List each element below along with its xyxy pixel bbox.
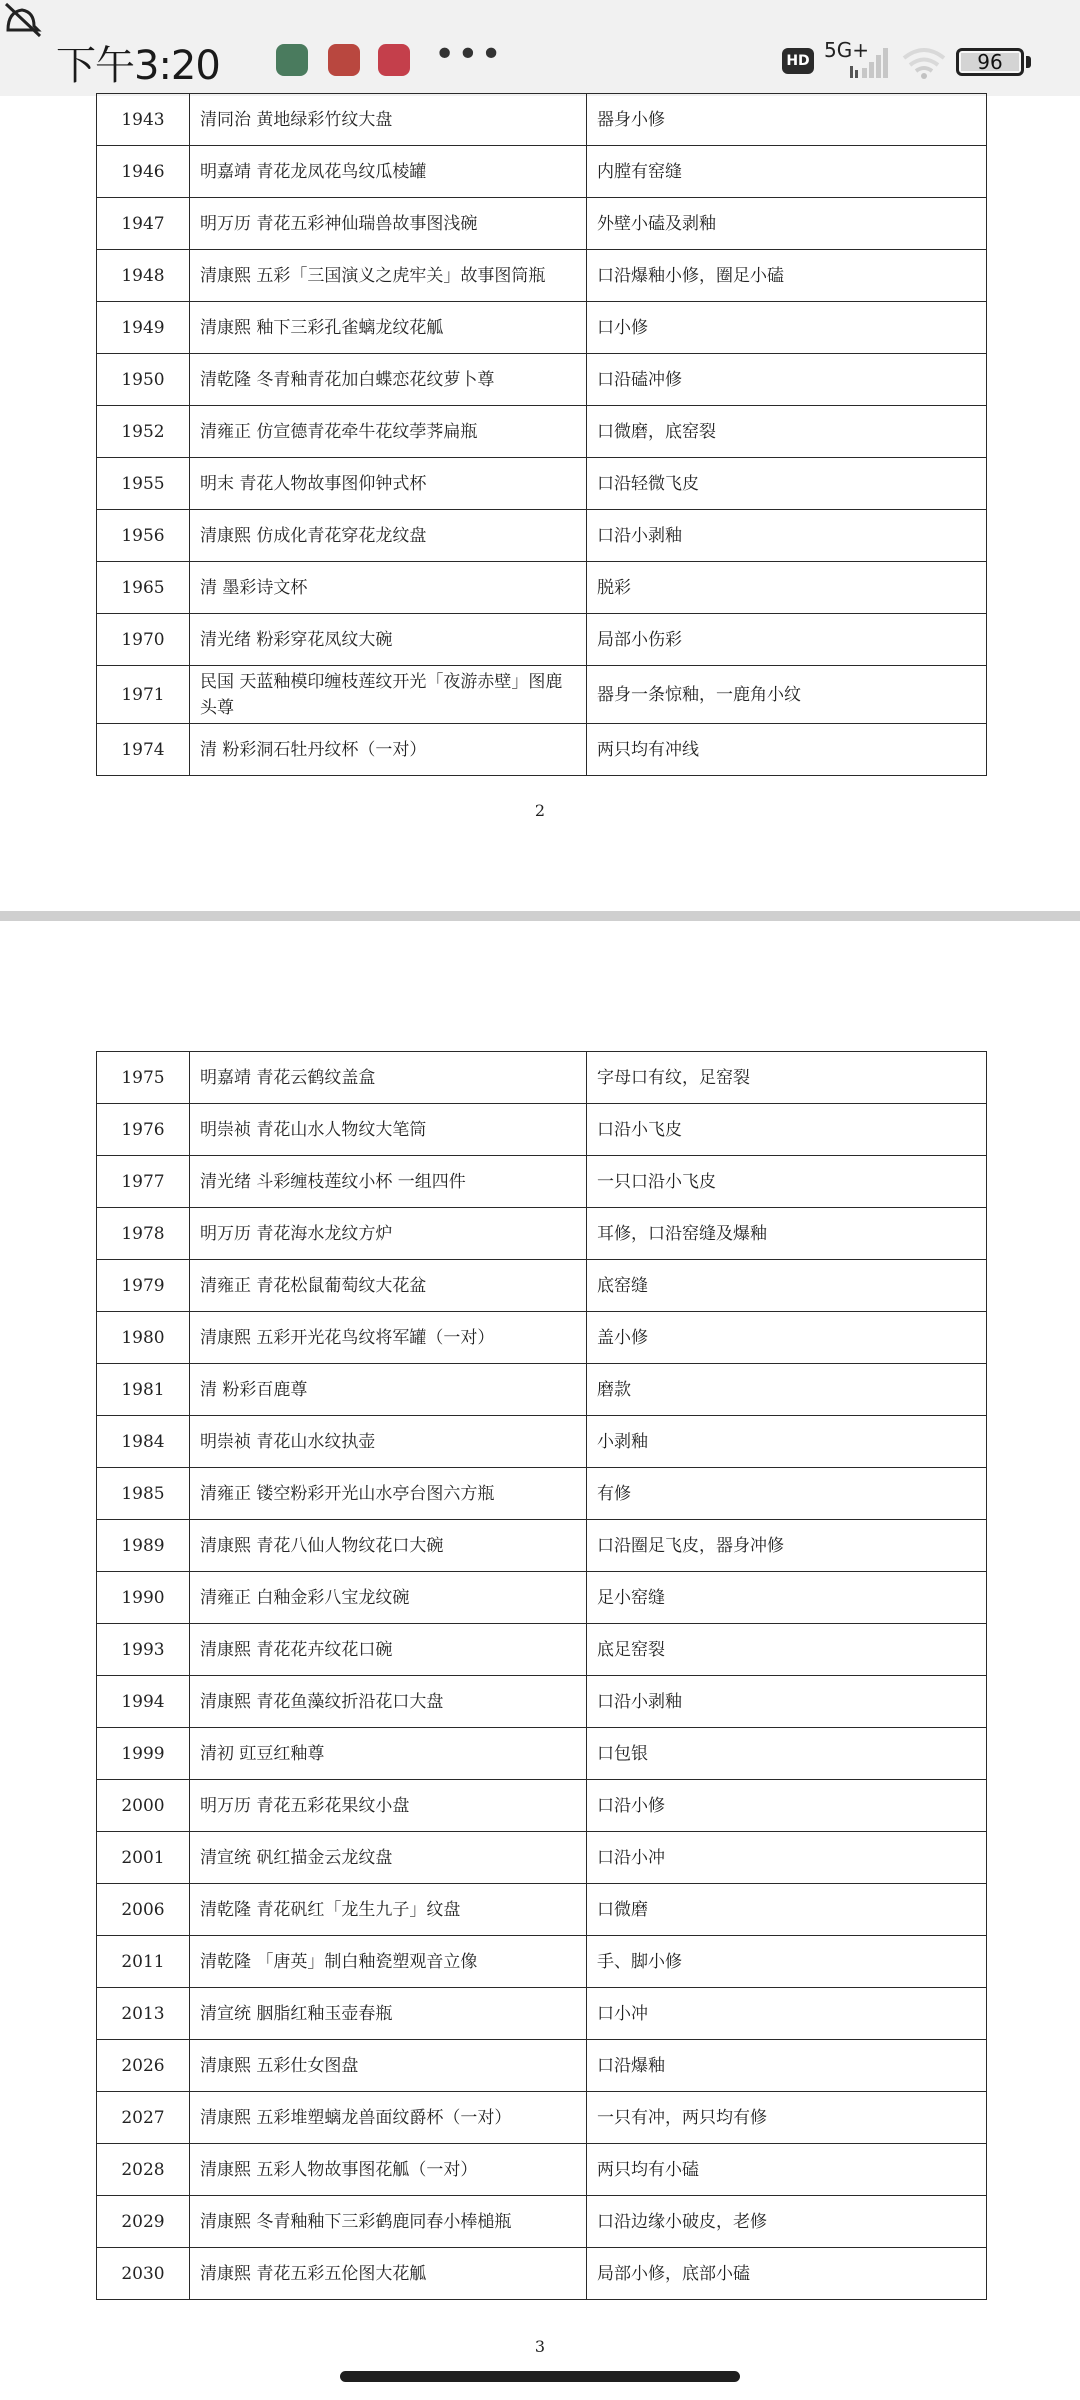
table-row [97, 1832, 987, 1884]
condition-cell: 足小窑缝 [587, 1572, 987, 1624]
network-type-label: 5G+ [824, 38, 869, 62]
item-description-cell: 清 粉彩百鹿尊 [190, 1364, 587, 1416]
condition-cell: 口微磨 [587, 1884, 987, 1936]
condition-cell: 底窑缝 [587, 1260, 987, 1312]
item-description-cell: 清乾隆 青花矾红「龙生九子」纹盘 [190, 1884, 587, 1936]
condition-cell: 底足窑裂 [587, 1624, 987, 1676]
lot-number-cell: 1948 [97, 250, 190, 302]
item-description-cell: 清同治 黄地绿彩竹纹大盘 [190, 94, 587, 146]
table-row [97, 1416, 987, 1468]
item-description-cell: 清宣统 胭脂红釉玉壶春瓶 [190, 1988, 587, 2040]
condition-cell: 一只口沿小飞皮 [587, 1156, 987, 1208]
item-description-cell: 明崇祯 青花山水纹执壶 [190, 1416, 587, 1468]
lot-number-cell: 1952 [97, 406, 190, 458]
page-number: 2 [534, 801, 546, 820]
table-row [97, 250, 987, 302]
lot-number-cell: 1949 [97, 302, 190, 354]
item-description-cell: 清雍正 仿宣德青花牵牛花纹荸荠扁瓶 [190, 406, 587, 458]
condition-cell: 小剥釉 [587, 1416, 987, 1468]
lot-table-page-3 [96, 1051, 987, 2300]
condition-cell: 口沿小飞皮 [587, 1104, 987, 1156]
lot-number-cell: 1985 [97, 1468, 190, 1520]
item-description-cell: 清康熙 釉下三彩孔雀螭龙纹花觚 [190, 302, 587, 354]
condition-cell: 口小修 [587, 302, 987, 354]
app-icon [328, 44, 360, 76]
item-description-cell: 清康熙 青花花卉纹花口碗 [190, 1624, 587, 1676]
lot-number-cell: 1981 [97, 1364, 190, 1416]
condition-cell: 磨款 [587, 1364, 987, 1416]
item-description-cell: 清康熙 五彩堆塑螭龙兽面纹爵杯（一对） [190, 2092, 587, 2144]
table-row [97, 666, 987, 724]
condition-cell: 手、脚小修 [587, 1936, 987, 1988]
table-row [97, 2144, 987, 2196]
item-description-cell: 明嘉靖 青花龙凤花鸟纹瓜棱罐 [190, 146, 587, 198]
item-description-cell: 明万历 青花五彩神仙瑞兽故事图浅碗 [190, 198, 587, 250]
wifi-icon [900, 46, 948, 80]
item-description-cell: 明崇祯 青花山水人物纹大笔筒 [190, 1104, 587, 1156]
item-description-cell: 清 墨彩诗文杯 [190, 562, 587, 614]
condition-cell: 口小冲 [587, 1988, 987, 2040]
table-row [97, 614, 987, 666]
lot-number-cell: 1943 [97, 94, 190, 146]
condition-cell: 口沿轻微飞皮 [587, 458, 987, 510]
lot-number-cell: 1984 [97, 1416, 190, 1468]
condition-cell: 口沿圈足飞皮，器身冲修 [587, 1520, 987, 1572]
table-row [97, 1468, 987, 1520]
item-description-cell: 清光绪 粉彩穿花凤纹大碗 [190, 614, 587, 666]
lot-number-cell: 1989 [97, 1520, 190, 1572]
signal-icon [848, 44, 892, 78]
lot-number-cell: 1947 [97, 198, 190, 250]
lot-number-cell: 2006 [97, 1884, 190, 1936]
item-description-cell: 清康熙 青花八仙人物纹花口大碗 [190, 1520, 587, 1572]
table-row [97, 458, 987, 510]
item-description-cell: 明万历 青花海水龙纹方炉 [190, 1208, 587, 1260]
condition-cell: 有修 [587, 1468, 987, 1520]
lot-number-cell: 2029 [97, 2196, 190, 2248]
table-row [97, 198, 987, 250]
home-indicator[interactable] [340, 2371, 740, 2382]
page-number: 3 [534, 2337, 546, 2356]
table-row [97, 94, 987, 146]
table-row [97, 1572, 987, 1624]
lot-number-cell: 1965 [97, 562, 190, 614]
condition-cell: 口沿小剥釉 [587, 510, 987, 562]
lot-number-cell: 1978 [97, 1208, 190, 1260]
clock: 下午3:20 [56, 43, 220, 89]
item-description-cell: 清康熙 五彩「三国演义之虎牢关」故事图筒瓶 [190, 250, 587, 302]
condition-cell: 盖小修 [587, 1312, 987, 1364]
lot-number-cell: 1994 [97, 1676, 190, 1728]
table-row [97, 2040, 987, 2092]
table-row [97, 2092, 987, 2144]
lot-number-cell: 2026 [97, 2040, 190, 2092]
condition-cell: 脱彩 [587, 562, 987, 614]
lot-number-cell: 2030 [97, 2248, 190, 2300]
table-row [97, 1260, 987, 1312]
table-row [97, 1624, 987, 1676]
mute-icon [0, 0, 46, 40]
table-row [97, 302, 987, 354]
item-description-cell: 明末 青花人物故事图仰钟式杯 [190, 458, 587, 510]
page-divider [0, 911, 1080, 921]
condition-cell: 口沿小冲 [587, 1832, 987, 1884]
table-row [97, 1364, 987, 1416]
table-row [97, 1052, 987, 1104]
condition-cell: 口包银 [587, 1728, 987, 1780]
item-description-cell: 清雍正 白釉金彩八宝龙纹碗 [190, 1572, 587, 1624]
table-row [97, 1780, 987, 1832]
lot-number-cell: 1976 [97, 1104, 190, 1156]
condition-cell: 口沿小剥釉 [587, 1676, 987, 1728]
item-description-cell: 清康熙 五彩人物故事图花觚（一对） [190, 2144, 587, 2196]
item-description-cell: 清宣统 矾红描金云龙纹盘 [190, 1832, 587, 1884]
lot-number-cell: 2013 [97, 1988, 190, 2040]
condition-cell: 口微磨，底窑裂 [587, 406, 987, 458]
table-row [97, 2196, 987, 2248]
condition-cell: 口沿边缘小破皮，老修 [587, 2196, 987, 2248]
lot-number-cell: 1950 [97, 354, 190, 406]
lot-number-cell: 1980 [97, 1312, 190, 1364]
lot-number-cell: 1979 [97, 1260, 190, 1312]
table-row [97, 1104, 987, 1156]
item-description-cell: 清康熙 仿成化青花穿花龙纹盘 [190, 510, 587, 562]
lot-number-cell: 1975 [97, 1052, 190, 1104]
wechat-icon [276, 44, 308, 76]
lot-table-page-2 [96, 93, 987, 776]
lot-number-cell: 1971 [97, 666, 190, 724]
lot-number-cell: 2011 [97, 1936, 190, 1988]
table-row [97, 1520, 987, 1572]
table-row [97, 724, 987, 776]
condition-cell: 耳修，口沿窑缝及爆釉 [587, 1208, 987, 1260]
item-description-cell: 清雍正 镂空粉彩开光山水亭台图六方瓶 [190, 1468, 587, 1520]
item-description-cell: 清乾隆 冬青釉青花加白蝶恋花纹萝卜尊 [190, 354, 587, 406]
table-row [97, 1676, 987, 1728]
condition-cell: 内膛有窑缝 [587, 146, 987, 198]
table-row [97, 1312, 987, 1364]
douyin-icon [378, 44, 410, 76]
table-row [97, 406, 987, 458]
item-description-cell: 清雍正 青花松鼠葡萄纹大花盆 [190, 1260, 587, 1312]
item-description-cell: 清康熙 青花五彩五伦图大花觚 [190, 2248, 587, 2300]
lot-number-cell: 2000 [97, 1780, 190, 1832]
condition-cell: 器身一条惊釉，一鹿角小纹 [587, 666, 987, 724]
more-icon: ••• [434, 34, 504, 75]
item-description-cell: 清康熙 冬青釉釉下三彩鹤鹿同春小棒槌瓶 [190, 2196, 587, 2248]
item-description-cell: 清 粉彩洞石牡丹纹杯（一对） [190, 724, 587, 776]
lot-number-cell: 1974 [97, 724, 190, 776]
item-description-cell: 清初 豇豆红釉尊 [190, 1728, 587, 1780]
lot-number-cell: 1993 [97, 1624, 190, 1676]
lot-number-cell: 2001 [97, 1832, 190, 1884]
condition-cell: 外壁小磕及剥釉 [587, 198, 987, 250]
lot-number-cell: 1990 [97, 1572, 190, 1624]
lot-number-cell: 1977 [97, 1156, 190, 1208]
item-description-cell: 清康熙 五彩开光花鸟纹将军罐（一对） [190, 1312, 587, 1364]
lot-number-cell: 1946 [97, 146, 190, 198]
status-bar [0, 0, 1080, 96]
table-row [97, 1988, 987, 2040]
condition-cell: 局部小伤彩 [587, 614, 987, 666]
lot-number-cell: 1955 [97, 458, 190, 510]
condition-cell: 局部小修，底部小磕 [587, 2248, 987, 2300]
condition-cell: 字母口有纹，足窑裂 [587, 1052, 987, 1104]
table-row [97, 2248, 987, 2300]
lot-number-cell: 2028 [97, 2144, 190, 2196]
lot-number-cell: 1999 [97, 1728, 190, 1780]
table-row [97, 1156, 987, 1208]
condition-cell: 一只有冲，两只均有修 [587, 2092, 987, 2144]
battery-cap [1026, 56, 1031, 68]
hd-badge: HD [782, 48, 814, 74]
item-description-cell: 民国 天蓝釉模印缠枝莲纹开光「夜游赤壁」图鹿头尊 [190, 666, 587, 724]
item-description-cell: 明万历 青花五彩花果纹小盘 [190, 1780, 587, 1832]
item-description-cell: 清康熙 五彩仕女图盘 [190, 2040, 587, 2092]
table-row [97, 562, 987, 614]
lot-number-cell: 1970 [97, 614, 190, 666]
table-row [97, 146, 987, 198]
item-description-cell: 明嘉靖 青花云鹤纹盖盒 [190, 1052, 587, 1104]
table-row [97, 1728, 987, 1780]
condition-cell: 口沿磕冲修 [587, 354, 987, 406]
battery-level: 96 [977, 50, 1003, 74]
table-row [97, 1208, 987, 1260]
condition-cell: 两只均有小磕 [587, 2144, 987, 2196]
table-row [97, 1936, 987, 1988]
table-row [97, 1884, 987, 1936]
table-row [97, 510, 987, 562]
lot-number-cell: 1956 [97, 510, 190, 562]
condition-cell: 器身小修 [587, 94, 987, 146]
lot-number-cell: 2027 [97, 2092, 190, 2144]
condition-cell: 口沿爆釉小修，圈足小磕 [587, 250, 987, 302]
condition-cell: 口沿爆釉 [587, 2040, 987, 2092]
item-description-cell: 清光绪 斗彩缠枝莲纹小杯 一组四件 [190, 1156, 587, 1208]
table-row [97, 354, 987, 406]
item-description-cell: 清康熙 青花鱼藻纹折沿花口大盘 [190, 1676, 587, 1728]
condition-cell: 口沿小修 [587, 1780, 987, 1832]
condition-cell: 两只均有冲线 [587, 724, 987, 776]
item-description-cell: 清乾隆 「唐英」制白釉瓷塑观音立像 [190, 1936, 587, 1988]
